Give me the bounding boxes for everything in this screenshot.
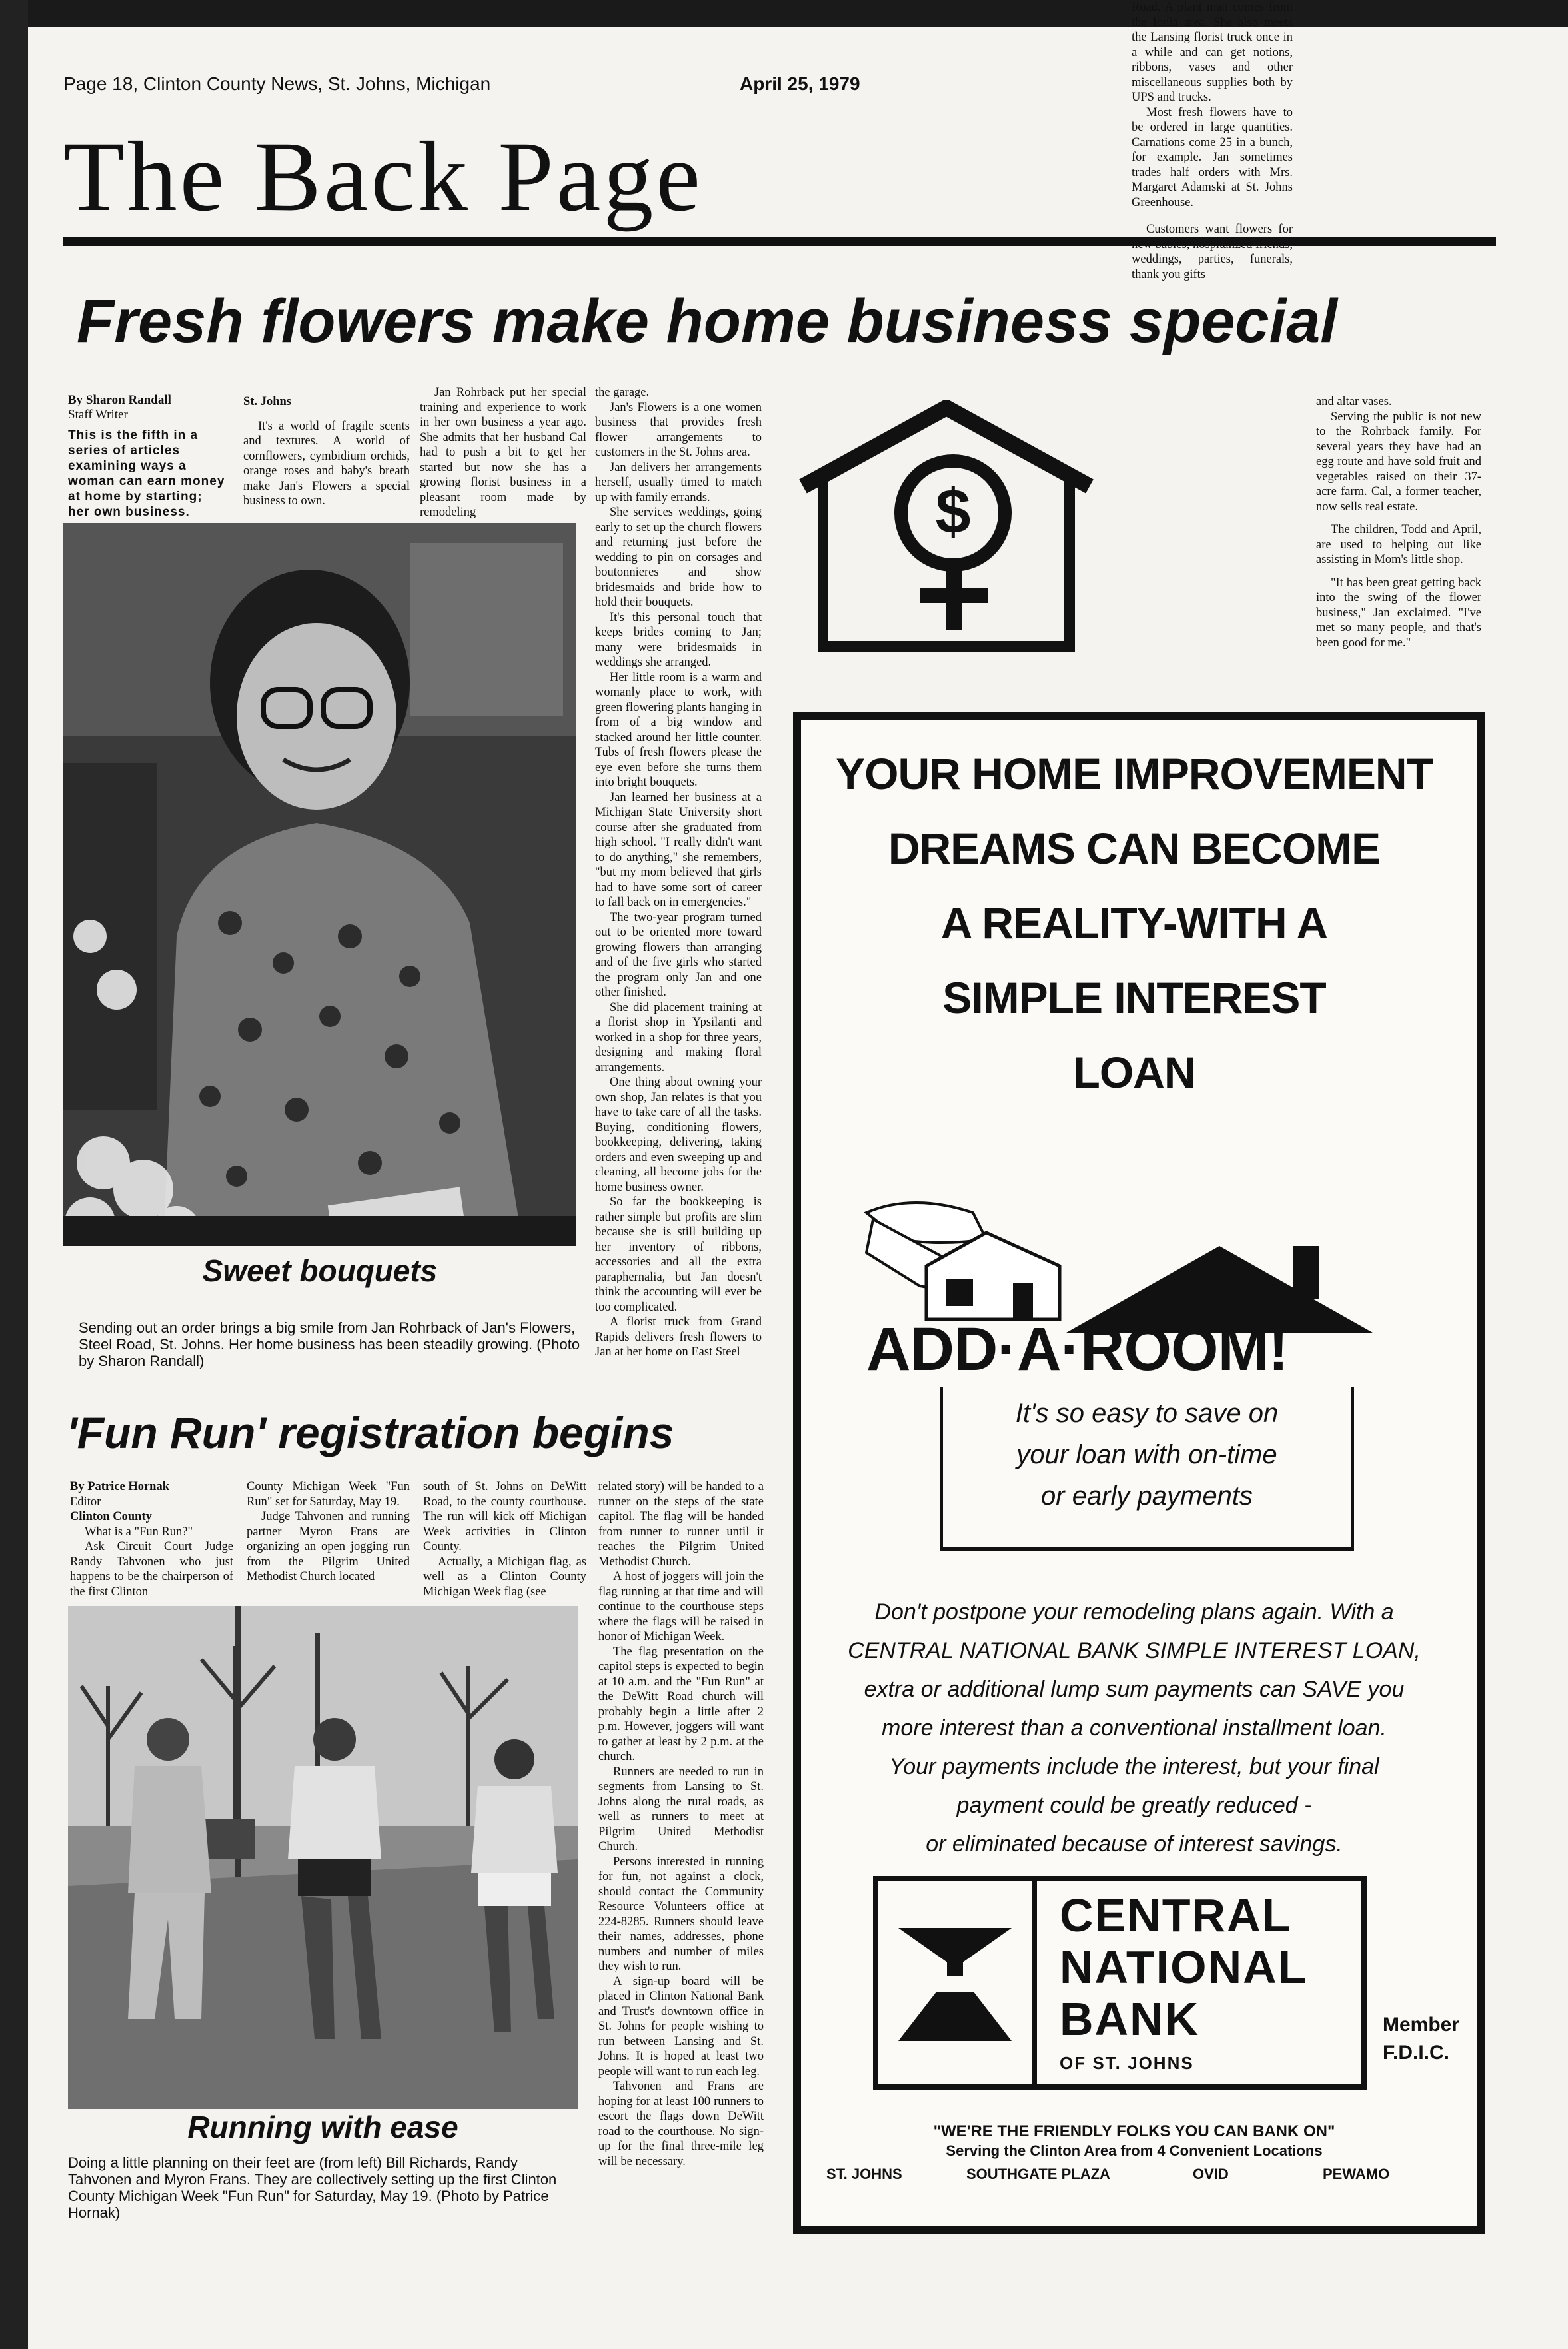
ad-body-line: Don't postpone your remodeling plans again. With a — [874, 1599, 1394, 1625]
bank-sub: OF ST. JOHNS — [1060, 2053, 1194, 2073]
story1-col6-p: and altar vases. — [1316, 395, 1392, 408]
story2-col4-p: Tahvonen and Frans are hoping for at least 100 runners to escort the flags down DeWitt road to the courthouse. No sign-up for the final three-mile leg will be necessary. — [598, 2080, 764, 2168]
house-dollar-symbol: $ — [935, 476, 971, 547]
story1-col5-p: Customers want flowers for new babies, hospitalized friends, weddings, parties, funerals, thank you gifts — [1132, 223, 1293, 281]
bank-name-line: BANK — [1060, 1993, 1200, 2045]
page-edge-left — [0, 0, 28, 2349]
ad-savings-line: your loan with on-time — [1016, 1440, 1277, 1469]
story2-col2-p: Judge Tahvonen and running partner Myron Frans are organizing an open jogging run from the Pilgrim United Methodist Church located — [247, 1510, 410, 1583]
story1-col6-p: "It has been great getting back into the swing of the flower business," Jan exclaimed. "I've met so many people, and that's been good for me." — [1316, 576, 1481, 650]
story2-headline: 'Fun Run' registration begins — [67, 1408, 674, 1457]
story1-col4-p: The two-year program turned out to be oriented more toward growing flowers than arranging and of the five girls who started the program only Jan and one other finished. — [595, 910, 762, 999]
fdic-member-line: F.D.I.C. — [1383, 2042, 1450, 2064]
story2-col3-p: Actually, a Michigan flag, as well as a Clinton County Michigan Week flag (see — [423, 1555, 586, 1599]
story1-col4-p: Jan learned her business at a Michigan State University short course after she graduated from high school. "I really didn't want to do anything," she remembers, "but my mom believed that girls had to have some sort of career to fall back on in emergencies." — [595, 790, 762, 909]
story1-byline-title: Staff Writer — [68, 408, 128, 422]
story1-col6-p: Serving the public is not new to the Rohrback family. For several years they have had an egg route and have sold fruit and vegetables raised on their 37-acre farm. Cal, a former teacher, now sells real estate. — [1316, 410, 1481, 514]
story2-col3 — [423, 1479, 586, 1599]
hand-holding-house-icon — [860, 1193, 1086, 1326]
story1-col4-p: Jan delivers her arrangements herself, usually timed to match up with family errands. — [595, 460, 762, 504]
photo1-caption: Sending out an order brings a big smile from Jan Rohrback of Jan's Flowers, Steel Road, St. Johns. Her home business has been steadily growing. (Photo by Sharon Randall) — [79, 1319, 580, 1369]
masthead-title: The Back Page — [63, 121, 703, 232]
bank-name-line: CENTRAL — [1060, 1889, 1292, 1941]
add-a-room-title: ADD·A·ROOM! — [866, 1315, 1288, 1383]
page-edge-top — [0, 0, 1568, 27]
ad-headline-line: A REALITY-WITH A — [940, 898, 1328, 948]
florist-photo — [63, 523, 576, 1246]
story1-col4-p: the garage. — [595, 386, 650, 399]
ad-headline-line: LOAN — [1073, 1048, 1195, 1097]
story2-byline: By Patrice Hornak — [70, 1480, 170, 1493]
story1-col5-p: Most fresh flowers have to be ordered in large quantities. Carnations come 25 in a bunch, for example. Jan sometimes trades half orders with Mrs. Margaret Adamski at St. Johns Greenhouse. — [1132, 105, 1293, 209]
bank-name-line: NATIONAL — [1060, 1941, 1308, 1993]
story1-col2-paragraph: It's a world of fragile scents and textures. A world of cornflowers, cymbidium orchids, orange roses and baby's breath make Jan's Flowers a special business to own. — [243, 419, 410, 508]
ad-headline-line: DREAMS CAN BECOME — [888, 824, 1381, 873]
story2-col4-p: Persons interested in running for fun, not against a clock, should contact the Community Resource Volunteers office at 224-8285. Runners should leave their names, addresses, phone numbers and number of miles they wish to run. — [598, 1855, 764, 1973]
story2-dateline: Clinton County — [70, 1510, 152, 1523]
story1-col3-paragraph: Jan Rohrback put her special training and experience to work in her own business a year ago. She admits that her husband Cal had to push a bit to get her started but now she has a growing florist business in a pleasant room made by remodeling — [420, 386, 586, 519]
ad-slogan: "WE'RE THE FRIENDLY FOLKS YOU CAN BANK ON" — [933, 2122, 1335, 2140]
runners-photo — [68, 1606, 578, 2109]
bank-emblem-icon — [878, 1881, 1032, 2084]
ad-savings-text — [940, 1393, 1354, 1517]
story2-col3-p: south of St. Johns on DeWitt Road, to the county courthouse. The run will kick off Michigan Week activities in Clinton County. — [423, 1480, 586, 1553]
story1-col4-p: Her little room is a warm and womanly place to work, with green flowering plants hanging in from of a big window and stacked around her little counter. Tubs of fresh flowers please the eye even before she turns them into bright bouquets. — [595, 670, 762, 789]
story1-col2 — [243, 394, 410, 509]
bank-emblem-cell — [878, 1881, 1037, 2084]
photo2-title: Running with ease — [187, 2110, 458, 2144]
story1-col4-p: One thing about owning your own shop, Jan relates is that you have to take care of all the tasks. Buying, conditioning flowers, bookkeeping, delivering, taking orders and even sweeping up and cleaning, all become jobs for the home business owner. — [595, 1076, 762, 1194]
ad-savings-line: It's so easy to save on — [1015, 1399, 1279, 1428]
ad-savings-line: or early payments — [1041, 1481, 1253, 1511]
ad-headline — [801, 736, 1467, 1110]
story1-col4-p: She services weddings, going early to set up the church flowers and returning just before the wedding to pin on corsages and boutonnieres and show bridesmaids and bride how to hold their bouquets. — [595, 506, 762, 609]
story1-col3 — [420, 385, 586, 520]
photo2-caption: Doing a little planning on their feet are (from left) Bill Richards, Randy Tahvonen and Myron Frans. They are collectively setting up the first Clinton County Michigan Week "Fun Run" for Saturday, May 19. (Photo by Patrice Hornak) — [68, 2154, 557, 2221]
story1-col6-p: The children, Todd and April, are used to helping out like assisting in Mom's little shop. — [1316, 523, 1481, 566]
folio-date: April 25, 1979 — [740, 73, 860, 94]
story2-col1 — [70, 1479, 233, 1599]
photo1-title: Sweet bouquets — [202, 1253, 438, 1288]
bank-name-block — [1060, 1889, 1346, 2074]
story1-dateline: St. Johns — [243, 395, 291, 408]
house-dollar-logo-icon — [793, 400, 1100, 653]
ad-headline-line: SIMPLE INTEREST — [942, 973, 1326, 1022]
story2-col4-p: The flag presentation on the capitol steps is expected to begin at 10 a.m. and the "Fun Run" at the DeWitt Road church will probably begin a little after 2 p.m. However, joggers will want to gather at least by 2 p.m. at the church. — [598, 1645, 764, 1763]
location-st-johns: ST. JOHNS — [826, 2166, 902, 2182]
ad-body-line: extra or additional lump sum payments can SAVE you — [864, 1677, 1405, 1702]
ad-body — [801, 1593, 1467, 1863]
ad-body-line: payment could be greatly reduced - — [956, 1793, 1312, 1818]
story1-byline-block — [68, 393, 228, 520]
location-ovid: OVID — [1193, 2166, 1229, 2182]
story2-col1-p: Ask Circuit Court Judge Randy Tahvonen who just happens to be the chairperson of the first Clinton — [70, 1540, 233, 1599]
story1-col4 — [595, 385, 762, 1360]
story1-col4-p: Jan's Flowers is a one women business that provides fresh flower arrangements to customers in the St. Johns area. — [595, 400, 762, 459]
story1-col5-p: Road. A plant man comes from the Ionia area. She also meets the Lansing florist truck once in a while and can get notions, ribbons, vases and other miscellaneous supplies both by UPS and trucks. — [1132, 1, 1293, 104]
folio-page-info: Page 18, Clinton County News, St. Johns, Michigan — [63, 73, 491, 94]
ad-body-line: more interest than a conventional installment loan. — [882, 1715, 1387, 1741]
ad-body-line: or eliminated because of interest savings. — [926, 1831, 1343, 1857]
story2-byline-title: Editor — [70, 1495, 101, 1509]
story1-headline: Fresh flowers make home business special — [77, 287, 1337, 355]
ad-serving: Serving the Clinton Area from 4 Convenient Locations — [946, 2142, 1323, 2159]
fdic-member — [1383, 2011, 1459, 2067]
story1-dek: This is the fifth in a series of articles examining ways a woman can earn money at home by starting; her own business. — [68, 428, 225, 519]
story2-col2 — [247, 1479, 410, 1585]
story1-col6 — [1316, 394, 1481, 650]
location-southgate-plaza: SOUTHGATE PLAZA — [966, 2166, 1110, 2182]
story1-col5 — [1132, 0, 1293, 282]
story2-col4 — [598, 1479, 764, 2169]
story2-col4-p: related story) will be handed to a runner on the steps of the state capitol. The flag will be handed from runner to runner until it reaches the Pilgrim United Methodist Church. — [598, 1480, 764, 1569]
story1-col4-p: It's this personal touch that keeps brides coming to Jan; many were bridesmaids in weddings she arranged. — [595, 610, 762, 669]
story1-col4-p: She did placement training at a florist shop in Ypsilanti and worked in a shop for three years, designing and making floral arrangements. — [595, 1000, 762, 1074]
ad-headline-line: YOUR HOME IMPROVEMENT — [836, 749, 1433, 798]
story2-col4-p: Runners are needed to run in segments from Lansing to St. Johns along the rural roads, as well as runners to meet at Pilgrim United Methodist Church. — [598, 1765, 764, 1853]
story2-col2-p: County Michigan Week "Fun Run" set for Saturday, May 19. — [247, 1480, 410, 1509]
ad-body-line: CENTRAL NATIONAL BANK SIMPLE INTEREST LOAN, — [848, 1638, 1421, 1663]
story2-col4-p: A host of joggers will join the flag running at that time and will continue to the courthouse steps where the flags will be raised in honor of Michigan Week. — [598, 1570, 764, 1643]
runners-photo-image — [68, 1606, 578, 2109]
ad-body-line: Your payments include the interest, but your final — [889, 1754, 1379, 1779]
story2-col1-p: What is a "Fun Run?" — [85, 1525, 193, 1539]
fdic-member-line: Member — [1383, 2014, 1460, 2036]
story1-col4-p: So far the bookkeeping is rather simple but profits are slim because she is still building up her inventory of ribbons, accessories and all the extra paraphernalia, but Jan doesn't think the accounting will ever be too complicated. — [595, 1195, 762, 1314]
story1-byline: By Sharon Randall — [68, 393, 171, 407]
story1-col4-p: A florist truck from Grand Rapids delivers fresh flowers to Jan at her home on East Steel — [595, 1315, 762, 1359]
story2-col4-p: A sign-up board will be placed in Clinton National Bank and Trust's downtown office in St. Johns for people wishing to run between Lansing and St. Johns. It is hoped at least two people will want to run each leg. — [598, 1974, 764, 2078]
location-pewamo: PEWAMO — [1323, 2166, 1390, 2182]
florist-photo-image — [63, 523, 576, 1246]
